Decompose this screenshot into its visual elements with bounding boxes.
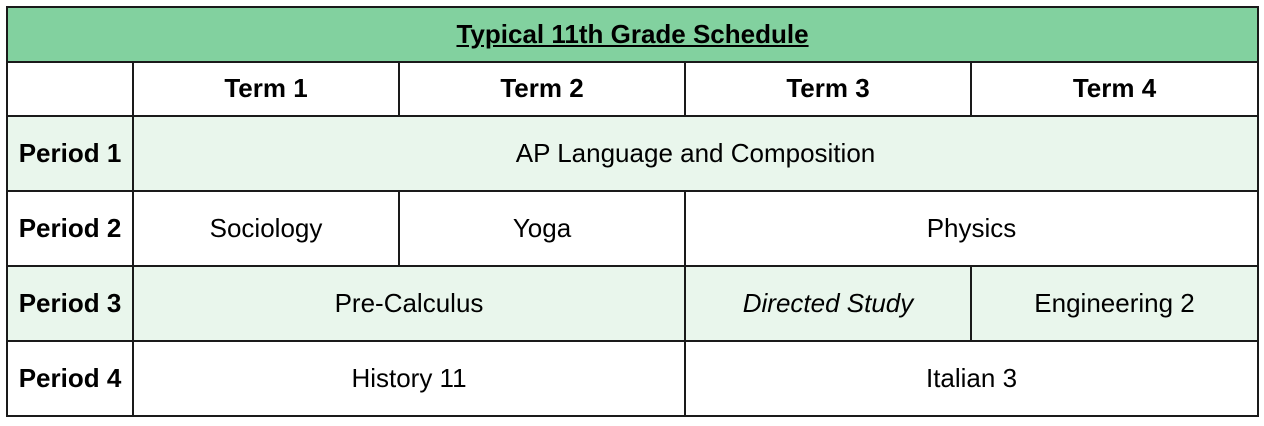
- period-label: Period 4: [7, 341, 133, 416]
- title-row: [7, 7, 1258, 62]
- period-label: Period 1: [7, 116, 133, 191]
- course-cell: Italian 3: [685, 341, 1258, 416]
- course-cell: Sociology: [133, 191, 399, 266]
- course-cell: Engineering 2: [971, 266, 1258, 341]
- corner-cell: [7, 62, 133, 117]
- term-header: Term 4: [971, 62, 1258, 117]
- course-cell: Directed Study: [685, 266, 971, 341]
- period-label: Period 2: [7, 191, 133, 266]
- period-row: [7, 191, 1258, 266]
- term-header: Term 1: [133, 62, 399, 117]
- period-row: [7, 266, 1258, 341]
- course-cell: Yoga: [399, 191, 685, 266]
- term-header: Term 3: [685, 62, 971, 117]
- period-row: [7, 116, 1258, 191]
- course-cell: Physics: [685, 191, 1258, 266]
- course-cell: Pre-Calculus: [133, 266, 685, 341]
- schedule-table: [6, 6, 1259, 417]
- term-header-row: [7, 62, 1258, 117]
- schedule-title: Typical 11th Grade Schedule: [7, 7, 1258, 62]
- term-header: Term 2: [399, 62, 685, 117]
- course-cell: History 11: [133, 341, 685, 416]
- period-row: [7, 341, 1258, 416]
- period-label: Period 3: [7, 266, 133, 341]
- course-cell: AP Language and Composition: [133, 116, 1258, 191]
